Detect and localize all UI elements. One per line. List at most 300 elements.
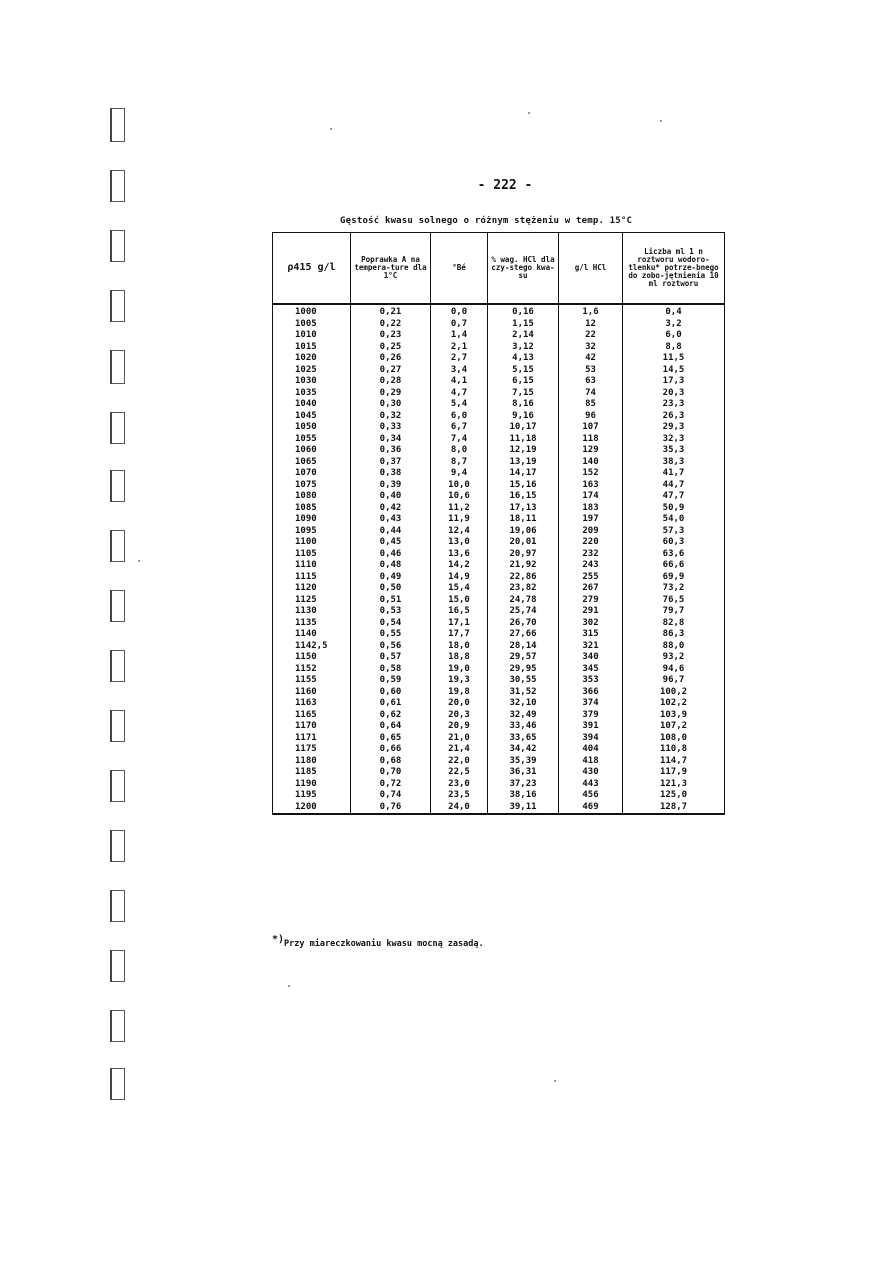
binder-mark: [110, 1068, 125, 1100]
table-cell: 100,2: [623, 687, 725, 699]
table-cell: 0,33: [351, 422, 431, 434]
table-cell: 279: [559, 595, 623, 607]
table-cell: 1060: [273, 445, 351, 457]
table-cell: 197: [559, 514, 623, 526]
table-cell: 13,0: [431, 537, 488, 549]
table-cell: 315: [559, 629, 623, 641]
table-cell: 19,0: [431, 664, 488, 676]
table-cell: 353: [559, 675, 623, 687]
table-cell: 2,7: [431, 353, 488, 365]
table-cell: 6,0: [623, 330, 725, 342]
table-cell: 1180: [273, 756, 351, 768]
table-cell: 33,65: [488, 733, 559, 745]
table-cell: 0,25: [351, 342, 431, 354]
table-cell: 29,95: [488, 664, 559, 676]
table-cell: 118: [559, 434, 623, 446]
table-cell: 15,0: [431, 595, 488, 607]
table-cell: 23,0: [431, 779, 488, 791]
table-row: [273, 537, 725, 549]
table-cell: 125,0: [623, 790, 725, 802]
table-row: [273, 802, 725, 815]
table-cell: 35,39: [488, 756, 559, 768]
table-cell: 1163: [273, 698, 351, 710]
table-cell: 27,66: [488, 629, 559, 641]
table-cell: 1125: [273, 595, 351, 607]
table-cell: 74: [559, 388, 623, 400]
table-cell: 243: [559, 560, 623, 572]
binder-mark: [110, 350, 125, 384]
table-cell: 19,8: [431, 687, 488, 699]
table-cell: 50,9: [623, 503, 725, 515]
table-row: [273, 606, 725, 618]
scan-speck: [528, 112, 530, 114]
table-cell: 1115: [273, 572, 351, 584]
table-cell: 291: [559, 606, 623, 618]
table-cell: 3,2: [623, 319, 725, 331]
table-row: [273, 503, 725, 515]
table-cell: 0,32: [351, 411, 431, 423]
table-cell: 0,46: [351, 549, 431, 561]
table-cell: 14,17: [488, 468, 559, 480]
table-row: [273, 514, 725, 526]
table-cell: 103,9: [623, 710, 725, 722]
table-cell: 0,51: [351, 595, 431, 607]
table-row: [273, 790, 725, 802]
table-row: [273, 365, 725, 377]
footnote: [272, 934, 484, 949]
table-cell: 6,7: [431, 422, 488, 434]
table-row: [273, 744, 725, 756]
table-cell: 9,16: [488, 411, 559, 423]
table-row: [273, 388, 725, 400]
table-cell: 232: [559, 549, 623, 561]
table-cell: 17,7: [431, 629, 488, 641]
table-cell: 1015: [273, 342, 351, 354]
table-cell: 20,0: [431, 698, 488, 710]
table-cell: 57,3: [623, 526, 725, 538]
table-cell: 0,30: [351, 399, 431, 411]
table-cell: 17,1: [431, 618, 488, 630]
table-cell: 4,13: [488, 353, 559, 365]
table-row: [273, 583, 725, 595]
table-cell: 17,3: [623, 376, 725, 388]
table-cell: 114,7: [623, 756, 725, 768]
table-cell: 0,42: [351, 503, 431, 515]
table-cell: 110,8: [623, 744, 725, 756]
table-cell: 0,70: [351, 767, 431, 779]
table-cell: 0,28: [351, 376, 431, 388]
table-cell: 22,0: [431, 756, 488, 768]
table-cell: 1130: [273, 606, 351, 618]
table-cell: 107,2: [623, 721, 725, 733]
table-cell: 42: [559, 353, 623, 365]
table-cell: 4,1: [431, 376, 488, 388]
table-cell: 44,7: [623, 480, 725, 492]
table-cell: 17,13: [488, 503, 559, 515]
table-cell: 0,62: [351, 710, 431, 722]
table-row: [273, 457, 725, 469]
binder-mark: [110, 710, 125, 742]
table-row: [273, 698, 725, 710]
table-row: [273, 560, 725, 572]
table-cell: 0,59: [351, 675, 431, 687]
table-cell: 35,3: [623, 445, 725, 457]
table-row: [273, 595, 725, 607]
table-cell: 15,4: [431, 583, 488, 595]
table-cell: 2,14: [488, 330, 559, 342]
table-cell: 28,14: [488, 641, 559, 653]
table-cell: 1,6: [559, 304, 623, 319]
table-row: [273, 733, 725, 745]
table-row: [273, 304, 725, 319]
table-row: [273, 767, 725, 779]
scan-speck: [660, 120, 662, 122]
table-cell: 1152: [273, 664, 351, 676]
table-cell: 3,4: [431, 365, 488, 377]
table-cell: 321: [559, 641, 623, 653]
table-cell: 121,3: [623, 779, 725, 791]
table-row: [273, 779, 725, 791]
table-cell: 39,11: [488, 802, 559, 815]
table-cell: 0,22: [351, 319, 431, 331]
table-row: [273, 618, 725, 630]
table-row: [273, 342, 725, 354]
table-cell: 0,21: [351, 304, 431, 319]
table-cell: 366: [559, 687, 623, 699]
binder-mark: [110, 290, 125, 322]
table-cell: 10,0: [431, 480, 488, 492]
table-cell: 1035: [273, 388, 351, 400]
table-cell: 0,26: [351, 353, 431, 365]
table-cell: 0,57: [351, 652, 431, 664]
table-row: [273, 434, 725, 446]
table-row: [273, 491, 725, 503]
table-cell: 1,15: [488, 319, 559, 331]
scan-speck: [554, 1080, 556, 1082]
table-cell: 4,7: [431, 388, 488, 400]
table-cell: 88,0: [623, 641, 725, 653]
table-cell: 1165: [273, 710, 351, 722]
table-row: [273, 353, 725, 365]
header-ml-naoh: Liczba ml 1 n roztworu wodoro-tlenku* potrze-bnego do zobo-jętnienia 10 ml roztworu: [623, 233, 725, 305]
table-cell: 26,3: [623, 411, 725, 423]
page-number: - 222 -: [477, 178, 533, 193]
table-cell: 23,3: [623, 399, 725, 411]
table-cell: 34,42: [488, 744, 559, 756]
table-cell: 0,60: [351, 687, 431, 699]
table-cell: 128,7: [623, 802, 725, 815]
table-cell: 0,74: [351, 790, 431, 802]
table-cell: 1100: [273, 537, 351, 549]
table-row: [273, 376, 725, 388]
table-row: [273, 710, 725, 722]
table-cell: 0,54: [351, 618, 431, 630]
table-cell: 108,0: [623, 733, 725, 745]
table-cell: 1040: [273, 399, 351, 411]
table-cell: 0,36: [351, 445, 431, 457]
table-cell: 36,31: [488, 767, 559, 779]
table-cell: 20,9: [431, 721, 488, 733]
scan-speck: [138, 560, 140, 562]
table-cell: 11,9: [431, 514, 488, 526]
table-cell: 0,76: [351, 802, 431, 815]
table-cell: 0,50: [351, 583, 431, 595]
table-row: [273, 641, 725, 653]
table-row: [273, 399, 725, 411]
table-cell: 6,15: [488, 376, 559, 388]
table-cell: 0,49: [351, 572, 431, 584]
table-cell: 21,92: [488, 560, 559, 572]
table-cell: 1005: [273, 319, 351, 331]
table-cell: 7,4: [431, 434, 488, 446]
table-cell: 21,4: [431, 744, 488, 756]
table-cell: 9,4: [431, 468, 488, 480]
table-cell: 0,44: [351, 526, 431, 538]
table-cell: 0,43: [351, 514, 431, 526]
header-baume: °Bé: [431, 233, 488, 305]
table-cell: 8,0: [431, 445, 488, 457]
table-cell: 11,5: [623, 353, 725, 365]
table-cell: 1155: [273, 675, 351, 687]
table-cell: 86,3: [623, 629, 725, 641]
table-cell: 1,4: [431, 330, 488, 342]
table-cell: 20,97: [488, 549, 559, 561]
table-cell: 1150: [273, 652, 351, 664]
table-cell: 0,38: [351, 468, 431, 480]
table-cell: 73,2: [623, 583, 725, 595]
table-cell: 1075: [273, 480, 351, 492]
scan-speck: [288, 985, 290, 987]
table-cell: 0,34: [351, 434, 431, 446]
table-cell: 0,16: [488, 304, 559, 319]
table-cell: 29,3: [623, 422, 725, 434]
table-cell: 1105: [273, 549, 351, 561]
table-cell: 10,6: [431, 491, 488, 503]
table-cell: 38,16: [488, 790, 559, 802]
table-row: [273, 526, 725, 538]
table-cell: 0,61: [351, 698, 431, 710]
table-cell: 22,5: [431, 767, 488, 779]
table-cell: 0,66: [351, 744, 431, 756]
table-cell: 41,7: [623, 468, 725, 480]
table-cell: 1070: [273, 468, 351, 480]
table-cell: 140: [559, 457, 623, 469]
table-cell: 404: [559, 744, 623, 756]
table-row: [273, 549, 725, 561]
binder-mark: [110, 230, 125, 262]
header-density: ρ415 g/l: [273, 233, 351, 305]
table-cell: 93,2: [623, 652, 725, 664]
table-cell: 32,49: [488, 710, 559, 722]
table-cell: 152: [559, 468, 623, 480]
table-cell: 1190: [273, 779, 351, 791]
table-cell: 340: [559, 652, 623, 664]
table-cell: 0,55: [351, 629, 431, 641]
table-cell: 29,57: [488, 652, 559, 664]
table-caption: Gęstość kwasu solnego o różnym stężeniu w temp. 15°C: [340, 216, 633, 226]
binder-mark: [110, 830, 125, 862]
table-cell: 37,23: [488, 779, 559, 791]
binder-mark: [110, 108, 125, 142]
table-cell: 16,5: [431, 606, 488, 618]
table-cell: 1135: [273, 618, 351, 630]
table-cell: 117,9: [623, 767, 725, 779]
table-cell: 0,4: [623, 304, 725, 319]
table-cell: 79,7: [623, 606, 725, 618]
binder-mark: [110, 590, 125, 622]
table-cell: 8,7: [431, 457, 488, 469]
table-cell: 24,78: [488, 595, 559, 607]
table-cell: 96,7: [623, 675, 725, 687]
table-cell: 0,37: [351, 457, 431, 469]
header-weight-percent-hcl: % wag. HCl dla czy-stego kwa-su: [488, 233, 559, 305]
table-cell: 53: [559, 365, 623, 377]
table-cell: 8,8: [623, 342, 725, 354]
table-cell: 30,55: [488, 675, 559, 687]
table-cell: 94,6: [623, 664, 725, 676]
table-cell: 25,74: [488, 606, 559, 618]
table-cell: 14,2: [431, 560, 488, 572]
table-cell: 1120: [273, 583, 351, 595]
table-row: [273, 468, 725, 480]
table-cell: 24,0: [431, 802, 488, 815]
table-cell: 302: [559, 618, 623, 630]
binder-mark: [110, 530, 125, 562]
table-cell: 66,6: [623, 560, 725, 572]
table-cell: 13,19: [488, 457, 559, 469]
table-cell: 3,12: [488, 342, 559, 354]
table-cell: 267: [559, 583, 623, 595]
table-cell: 76,5: [623, 595, 725, 607]
table-cell: 1175: [273, 744, 351, 756]
table-cell: 379: [559, 710, 623, 722]
table-row: [273, 664, 725, 676]
table-row: [273, 411, 725, 423]
table-cell: 19,06: [488, 526, 559, 538]
table-cell: 85: [559, 399, 623, 411]
table-cell: 69,9: [623, 572, 725, 584]
table-cell: 18,11: [488, 514, 559, 526]
table-cell: 1020: [273, 353, 351, 365]
binder-mark: [110, 1010, 125, 1042]
table-cell: 21,0: [431, 733, 488, 745]
table-cell: 0,72: [351, 779, 431, 791]
table-cell: 16,15: [488, 491, 559, 503]
table-cell: 23,5: [431, 790, 488, 802]
table-cell: 33,46: [488, 721, 559, 733]
binder-mark: [110, 890, 125, 922]
table-cell: 14,5: [623, 365, 725, 377]
table-cell: 220: [559, 537, 623, 549]
table-cell: 1025: [273, 365, 351, 377]
table-cell: 32,3: [623, 434, 725, 446]
table-cell: 0,27: [351, 365, 431, 377]
table-cell: 6,0: [431, 411, 488, 423]
table-cell: 0,65: [351, 733, 431, 745]
table-cell: 0,7: [431, 319, 488, 331]
table-cell: 0,56: [351, 641, 431, 653]
table-row: [273, 652, 725, 664]
table-cell: 1171: [273, 733, 351, 745]
table-cell: 20,3: [431, 710, 488, 722]
table-cell: 443: [559, 779, 623, 791]
table-cell: 7,15: [488, 388, 559, 400]
table-cell: 11,18: [488, 434, 559, 446]
table-cell: 129: [559, 445, 623, 457]
table-cell: 0,23: [351, 330, 431, 342]
table-row: [273, 319, 725, 331]
table-cell: 0,53: [351, 606, 431, 618]
table-cell: 0,48: [351, 560, 431, 572]
table-cell: 20,3: [623, 388, 725, 400]
table-cell: 31,52: [488, 687, 559, 699]
table-cell: 391: [559, 721, 623, 733]
table-cell: 345: [559, 664, 623, 676]
table-cell: 1000: [273, 304, 351, 319]
table-cell: 63,6: [623, 549, 725, 561]
binder-mark: [110, 770, 125, 802]
footnote-text: Przy miareczkowaniu kwasu mocną zasadą.: [284, 938, 484, 949]
header-grams-per-liter-hcl: g/l HCl: [559, 233, 623, 305]
table-cell: 1055: [273, 434, 351, 446]
table-cell: 1045: [273, 411, 351, 423]
table-cell: 0,29: [351, 388, 431, 400]
table-cell: 18,8: [431, 652, 488, 664]
table-cell: 107: [559, 422, 623, 434]
table-cell: 22: [559, 330, 623, 342]
table-cell: 1090: [273, 514, 351, 526]
table-cell: 96: [559, 411, 623, 423]
table-cell: 11,2: [431, 503, 488, 515]
table-cell: 19,3: [431, 675, 488, 687]
table-cell: 1185: [273, 767, 351, 779]
header-temperature-correction: Poprawka A na tempera-ture dla 1°C: [351, 233, 431, 305]
table-cell: 32: [559, 342, 623, 354]
table-cell: 1050: [273, 422, 351, 434]
table-cell: 1110: [273, 560, 351, 572]
table-cell: 5,4: [431, 399, 488, 411]
binder-mark: [110, 950, 125, 982]
binder-mark: [110, 412, 125, 444]
table-cell: 26,70: [488, 618, 559, 630]
table-cell: 1170: [273, 721, 351, 733]
table-cell: 209: [559, 526, 623, 538]
table-cell: 12,4: [431, 526, 488, 538]
table-row: [273, 687, 725, 699]
table-cell: 63: [559, 376, 623, 388]
table-cell: 12: [559, 319, 623, 331]
table-cell: 374: [559, 698, 623, 710]
table-row: [273, 480, 725, 492]
table-cell: 32,10: [488, 698, 559, 710]
table-cell: 255: [559, 572, 623, 584]
table-cell: 22,86: [488, 572, 559, 584]
table-row: [273, 330, 725, 342]
table-cell: 0,0: [431, 304, 488, 319]
table-cell: 456: [559, 790, 623, 802]
table-cell: 1140: [273, 629, 351, 641]
table-header: [273, 233, 725, 305]
table-cell: 1095: [273, 526, 351, 538]
table-row: [273, 721, 725, 733]
table-cell: 10,17: [488, 422, 559, 434]
footnote-marker: *): [272, 934, 285, 945]
table-row: [273, 675, 725, 687]
table-cell: 47,7: [623, 491, 725, 503]
table-cell: 174: [559, 491, 623, 503]
table-cell: 469: [559, 802, 623, 815]
table-cell: 14,9: [431, 572, 488, 584]
